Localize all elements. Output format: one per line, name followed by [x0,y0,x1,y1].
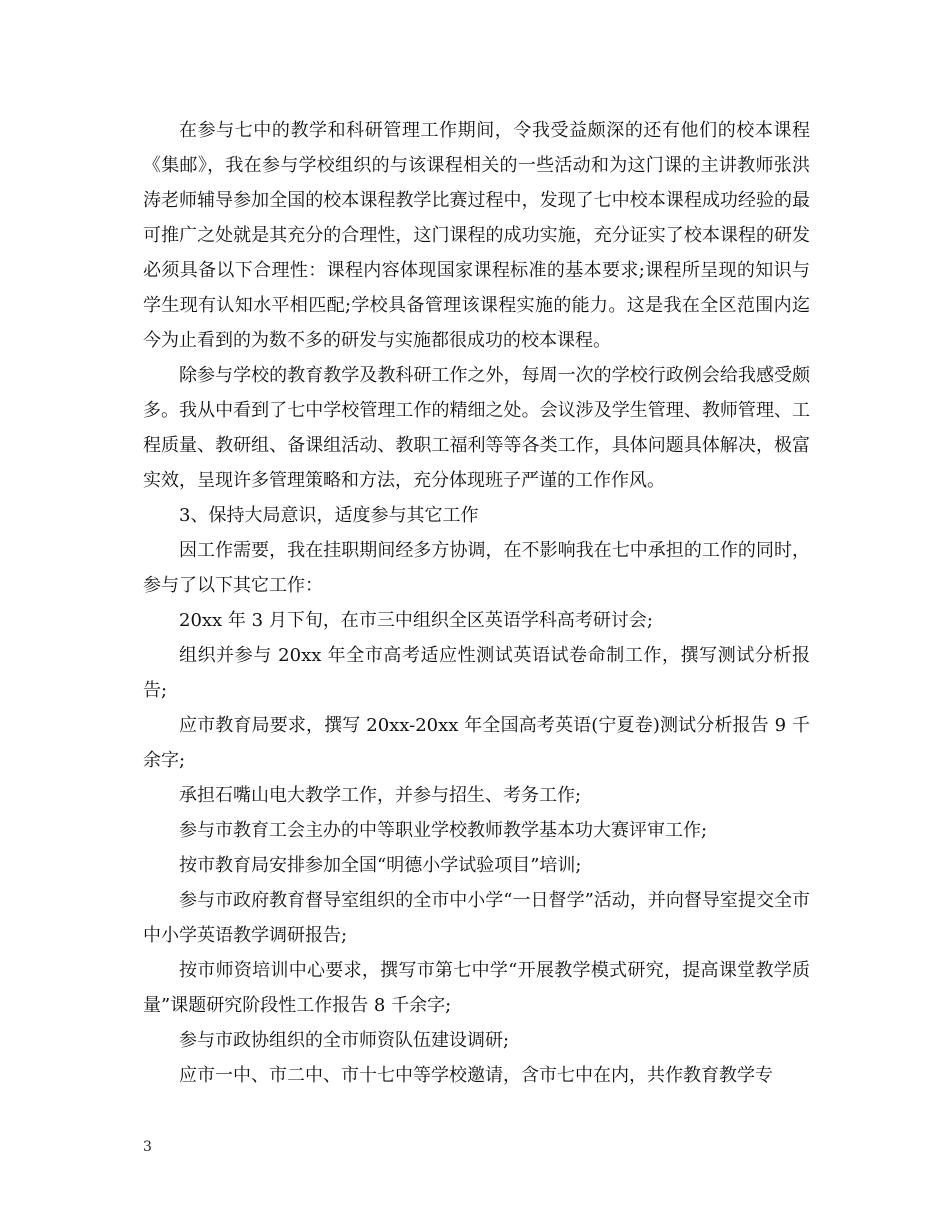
paragraph-school-curriculum: 在参与七中的教学和科研管理工作期间，令我受益颇深的还有他们的校本课程《集邮》，我在参与学校组织的与该课程相关的一些活动和为这门课的主讲教师张洪涛老师辅导参加全国的校本课程教学比赛过程中，发现了七中校本课程成功经验的最可推广之处就是其充分的合理性，这门课程的成功实施，充分证实了校本课程的研发必须具备以下合理性：课程内容体现国家课程标准的基本要求;课程所呈现的知识与学生现有认知水平相匹配;学校具备管理该课程实施的能力。这是我在全区范围内迄今为止看到的为数不多的研发与实施都很成功的校本课程。 [143,120,810,351]
paragraph-other-work-intro: 因工作需要，我在挂职期间经多方协调，在不影响我在七中承担的工作的同时，参与了以下其它工作： [143,540,810,596]
document-body [143,113,810,1093]
list-item-seminar: 20xx 年 3 月下旬，在市三中组织全区英语学科高考研讨会; [179,610,653,631]
list-item-cppcc-survey: 参与市政协组织的全市师资队伍建设调研; [179,1030,510,1051]
list-item-exam-paper: 组织并参与 20xx 年全市高考适应性测试英语试卷命制工作，撰写测试分析报告; [143,645,810,701]
list-item-competition-review: 参与市教育工会主办的中等职业学校教师教学基本功大赛评审工作; [179,820,708,841]
list-item-school-invitations: 应市一中、市二中、市十七中等学校邀请，含市七中在内，共作教育教学专 [179,1065,773,1086]
list-item-tv-university: 承担石嘴山电大教学工作，并参与招生、考务工作; [179,785,582,806]
list-item-analysis-report: 应市教育局要求，撰写 20xx-20xx 年全国高考英语(宁夏卷)测试分析报告 9 千余字; [143,715,810,771]
paragraph-admin-meeting: 除参与学校的教育教学及教科研工作之外，每周一次的学校行政例会给我感受颇多。我从中看到了七中学校管理工作的精细之处。会议涉及学生管理、教师管理、工程质量、教研组、备课组活动、教职工福利等等各类工作，具体问题具体解决，极富实效，呈现许多管理策略和方法，充分体现班子严谨的工作作风。 [143,365,810,491]
list-item-supervision: 参与市政府教育督导室组织的全市中小学“一日督学”活动，并向督导室提交全市中小学英语教学调研报告; [143,890,810,946]
list-item-research-report: 按市师资培训中心要求，撰写市第七中学“开展教学模式研究，提高课堂教学质量”课题研究阶段性工作报告 8 千余字; [143,960,810,1016]
page-number: 3 [143,1139,152,1155]
list-item-mingde-training: 按市教育局安排参加全国“明德小学试验项目”培训; [179,855,582,876]
section-heading-3: 3、保持大局意识，适度参与其它工作 [179,505,479,526]
